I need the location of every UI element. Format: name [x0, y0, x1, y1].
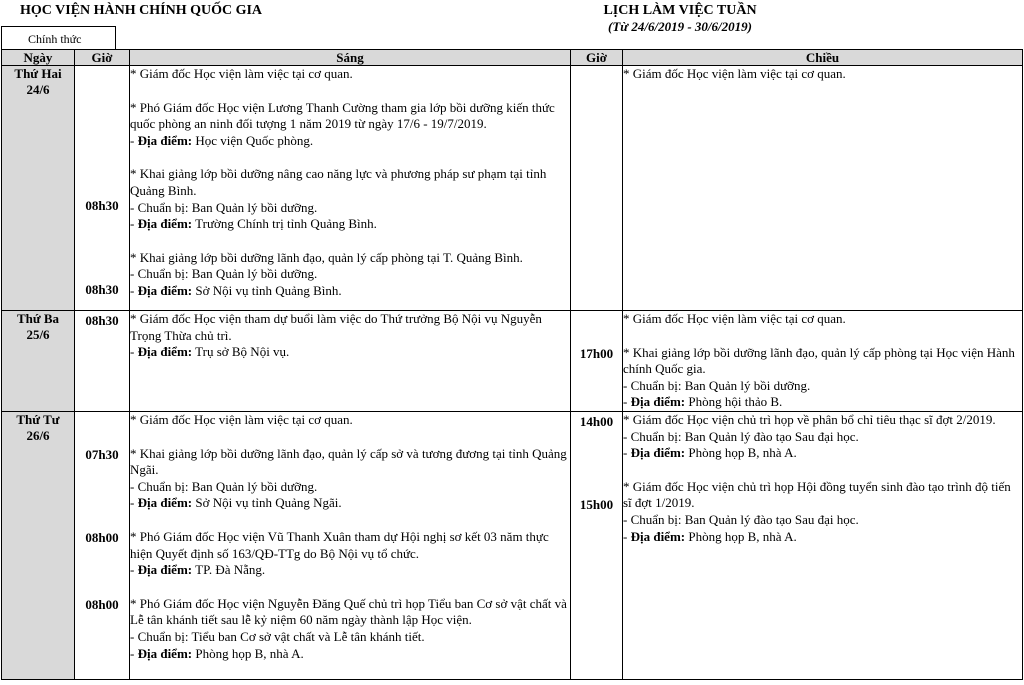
day-name: Thứ Ba — [16, 311, 60, 326]
event-prep: - Chuẩn bị: Tiểu ban Cơ sở vật chất và Lễ tân khánh tiết. — [130, 628, 425, 644]
afternoon-time-cell — [571, 411, 623, 679]
event-text: * Giám đốc Học viện làm việc tại cơ quan. — [130, 411, 353, 427]
column-header-time-morning: Giờ — [75, 50, 130, 66]
event-text: * Giám đốc Học viện chủ trì họp về phân bổ chỉ tiêu thạc sĩ đợt 2/2019. — [623, 411, 996, 427]
day-cell — [2, 66, 75, 311]
event-text: * Khai giảng lớp bồi dưỡng lãnh đạo, quản lý cấp phòng tại T. Quảng Bình. — [130, 249, 523, 265]
event-text: * Giám đốc Học viện chủ trì họp Hội đồng tuyển sinh đào tạo trình độ tiến sĩ đợt 1/2019. — [623, 478, 1011, 511]
event-place: - Địa điểm: Phòng hội thảo B. — [623, 394, 783, 410]
day-name: Thứ Hai — [14, 66, 62, 81]
event-place: - Địa điểm: Phòng họp B, nhà A. — [623, 528, 797, 544]
event-item — [130, 250, 570, 300]
event-text: * Phó Giám đốc Học viện Lương Thanh Cường tham gia lớp bồi dưỡng kiến thức quốc phòng an ninh đối tượng 1 năm 2019 từ ngày 17/6 - 19/7/2019. — [130, 99, 555, 132]
event-item — [130, 596, 570, 662]
event-place: - Địa điểm: Học viện Quốc phòng. — [130, 132, 314, 148]
time-label: 17h00 — [579, 346, 614, 361]
place-value: TP. Đà Nẵng. — [195, 562, 266, 578]
event-prep: - Chuẩn bị: Ban Quản lý bồi dưỡng. — [130, 266, 318, 282]
event-item — [623, 479, 1022, 545]
time-label: 08h00 — [85, 529, 119, 545]
afternoon-events-cell — [623, 411, 1023, 679]
day-cell — [2, 311, 75, 412]
event-prep: - Chuẩn bị: Ban Quản lý đào tạo Sau đại học. — [623, 428, 859, 444]
place-value: Trụ sở Bộ Nội vụ. — [195, 344, 290, 360]
time-label: 08h30 — [85, 282, 119, 297]
morning-events-cell — [130, 411, 571, 679]
day-date: 26/6 — [26, 427, 50, 443]
place-label: Địa điểm: — [137, 562, 193, 578]
event-item — [623, 311, 1022, 328]
event-text: * Khai giảng lớp bồi dưỡng lãnh đạo, quản lý cấp phòng tại Học viện Hành chính Quốc gia. — [623, 344, 1015, 377]
event-prep: - Chuẩn bị: Ban Quản lý bồi dưỡng. — [623, 377, 811, 393]
place-label: Địa điểm: — [137, 495, 193, 511]
place-value: Phòng họp B, nhà A. — [195, 645, 304, 661]
event-prep: - Chuẩn bị: Ban Quản lý bồi dưỡng. — [130, 478, 318, 494]
place-label: Địa điểm: — [137, 344, 193, 360]
place-label: Địa điểm: — [630, 394, 686, 410]
event-item — [623, 66, 1022, 83]
day-date: 24/6 — [26, 82, 50, 97]
place-value: Sở Nội vụ tỉnh Quảng Bình. — [195, 282, 342, 298]
column-header-morning: Sáng — [130, 50, 571, 66]
place-label: Địa điểm: — [137, 132, 193, 148]
event-text: * Khai giảng lớp bồi dưỡng nâng cao năng lực và phương pháp sư phạm tại tỉnh Quảng Bình. — [130, 166, 547, 198]
time-label: 08h30 — [85, 313, 119, 328]
event-text: * Giám đốc Học viện tham dự buổi làm việc do Thứ trưởng Bộ Nội vụ Nguyễn Trọng Thừa chủ trì. — [130, 311, 542, 343]
place-value: Phòng họp B, nhà A. — [688, 445, 797, 461]
event-item — [130, 412, 570, 429]
table-row-monday — [2, 66, 1023, 311]
morning-events-cell — [130, 66, 571, 311]
table-row-wednesday — [2, 411, 1023, 679]
event-place: - Địa điểm: Trường Chính trị tỉnh Quảng Bình. — [130, 216, 377, 232]
event-item — [130, 529, 570, 579]
event-text: * Giám đốc Học viện làm việc tại cơ quan. — [130, 66, 353, 81]
afternoon-events-cell — [623, 66, 1023, 311]
weekly-schedule-table — [1, 49, 1023, 680]
morning-time-cell — [75, 66, 130, 311]
status-badge: Chính thức — [1, 26, 116, 50]
event-item — [130, 100, 570, 150]
time-label: 08h30 — [85, 198, 119, 213]
document-header — [0, 0, 1024, 50]
place-label: Địa điểm: — [137, 282, 193, 298]
column-header-afternoon: Chiều — [623, 50, 1023, 66]
place-label: Địa điểm: — [137, 216, 193, 232]
place-value: Sở Nội vụ tỉnh Quảng Ngãi. — [195, 495, 342, 511]
event-text: * Phó Giám đốc Học viện Nguyễn Đăng Quế chủ trì họp Tiểu ban Cơ sở vật chất và Lễ tân khánh tiết sau lễ kỷ niệm 60 năm ngày thành lập Học viện. — [130, 595, 567, 628]
morning-time-cell — [75, 411, 130, 679]
event-item — [130, 166, 570, 232]
place-label: Địa điểm: — [630, 445, 686, 461]
event-text: * Giám đốc Học viện làm việc tại cơ quan. — [623, 66, 846, 81]
morning-time-cell — [75, 311, 130, 412]
place-value: Học viện Quốc phòng. — [195, 132, 314, 148]
event-text: * Khai giảng lớp bồi dưỡng lãnh đạo, quản lý cấp sở và tương đương tại tỉnh Quảng Ngãi. — [130, 445, 567, 478]
time-label: 08h00 — [85, 596, 119, 612]
time-label: 15h00 — [579, 496, 614, 512]
place-label: Địa điểm: — [630, 528, 686, 544]
event-item — [623, 345, 1022, 411]
event-text: * Phó Giám đốc Học viện Vũ Thanh Xuân tham dự Hội nghị sơ kết 03 năm thực hiện Quyết định số 163/QĐ-TTg do Bộ Nội vụ tổ chức. — [130, 528, 549, 561]
place-value: Phòng hội thảo B. — [688, 394, 783, 410]
event-text: * Giám đốc Học viện làm việc tại cơ quan. — [623, 311, 846, 326]
afternoon-events-cell — [623, 311, 1023, 412]
event-place: - Địa điểm: Sở Nội vụ tỉnh Quảng Bình. — [130, 282, 342, 298]
event-prep: - Chuẩn bị: Ban Quản lý bồi dưỡng. — [130, 199, 318, 215]
event-place: - Địa điểm: Phòng họp B, nhà A. — [623, 445, 797, 461]
place-value: Phòng họp B, nhà A. — [688, 528, 797, 544]
event-item — [623, 412, 1022, 462]
event-item — [130, 66, 570, 83]
column-header-day: Ngày — [2, 50, 75, 66]
schedule-title: LỊCH LÀM VIỆC TUẦN — [603, 3, 757, 18]
time-label: 07h30 — [85, 446, 119, 462]
event-place: - Địa điểm: Trụ sở Bộ Nội vụ. — [130, 344, 290, 360]
time-label: 14h00 — [579, 413, 614, 429]
event-prep: - Chuẩn bị: Ban Quản lý đào tạo Sau đại học. — [623, 511, 859, 527]
event-place: - Địa điểm: Phòng họp B, nhà A. — [130, 645, 304, 661]
afternoon-time-cell — [571, 311, 623, 412]
event-item — [130, 311, 570, 361]
table-row-tuesday — [2, 311, 1023, 412]
afternoon-time-cell — [571, 66, 623, 311]
date-range: (Từ 24/6/2019 - 30/6/2019) — [608, 19, 752, 34]
event-place: - Địa điểm: Sở Nội vụ tỉnh Quảng Ngãi. — [130, 495, 342, 511]
day-date: 25/6 — [26, 327, 50, 342]
day-name: Thứ Tư — [16, 411, 60, 427]
place-value: Trường Chính trị tỉnh Quảng Bình. — [195, 216, 377, 232]
table-header-row — [2, 50, 1023, 66]
place-label: Địa điểm: — [137, 645, 193, 661]
morning-events-cell — [130, 311, 571, 412]
event-place: - Địa điểm: TP. Đà Nẵng. — [130, 562, 266, 578]
organization-name: HỌC VIỆN HÀNH CHÍNH QUỐC GIA — [20, 3, 263, 18]
column-header-time-afternoon: Giờ — [571, 50, 623, 66]
day-cell — [2, 411, 75, 679]
event-item — [130, 446, 570, 512]
